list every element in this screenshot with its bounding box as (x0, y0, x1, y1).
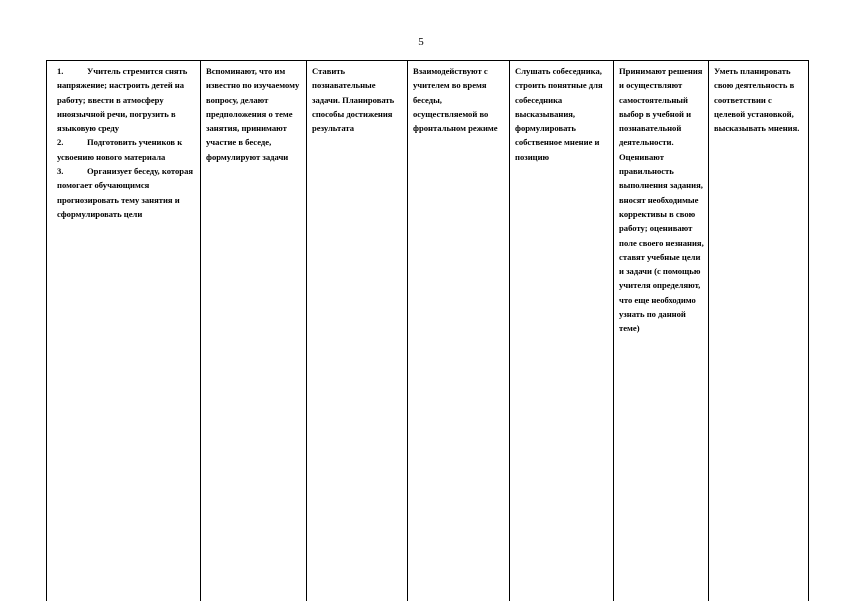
list-item-number: 3. (57, 166, 64, 177)
communicative-uud-cell: Слушать собеседника, строить понятные для собеседника высказывания, формулировать собственное мнение и позицию (509, 61, 613, 601)
list-item-text: Учитель стремится снять напряжение; настроить детей на работу; ввести в атмосферу иноязычной речи, погрузить в языковую среду (57, 66, 188, 134)
list-item-text: Организует беседу, которая помогает обучающимся прогнозировать тему занятия и сформулировать цели (57, 166, 194, 219)
lesson-stage-table (46, 60, 809, 601)
list-item (57, 135, 196, 164)
list-item-number: 2. (57, 137, 64, 148)
page-number: 5 (418, 36, 424, 48)
cognitive-uud-cell: Ставить познавательные задачи. Планировать способы достижения результата (306, 61, 407, 601)
list-item-text: Подготовить учеников к усвоению нового материала (57, 137, 183, 162)
list-item (57, 64, 196, 135)
student-activity-cell: Вспоминают, что им известно по изучаемому вопросу, делают предположения о теме занятия, принимают участие в беседе, формулируют задачи (200, 61, 306, 601)
interaction-form-cell: Взаимодействуют с учителем во время беседы, осуществляемой во фронтальном режиме (407, 61, 509, 601)
regulative-uud-cell: Принимают решения и осуществляют самостоятельный выбор в учебной и познавательной деятельности. Оценивают правильность выполнения задания, вносят необходимые коррективы в свою работу; оценивают поле своего незнания, ставят учебные цели и задачи (с помощью учителя определяют, что еще необходимо узнать по данной теме) (613, 61, 708, 601)
personal-uud-cell: Уметь планировать свою деятельность в соответствии с целевой установкой, высказывать мнения. (708, 61, 809, 601)
teacher-activity-cell (46, 61, 200, 601)
teacher-activity-list (57, 64, 196, 221)
list-item-number: 1. (57, 66, 64, 76)
list-item (57, 164, 196, 221)
